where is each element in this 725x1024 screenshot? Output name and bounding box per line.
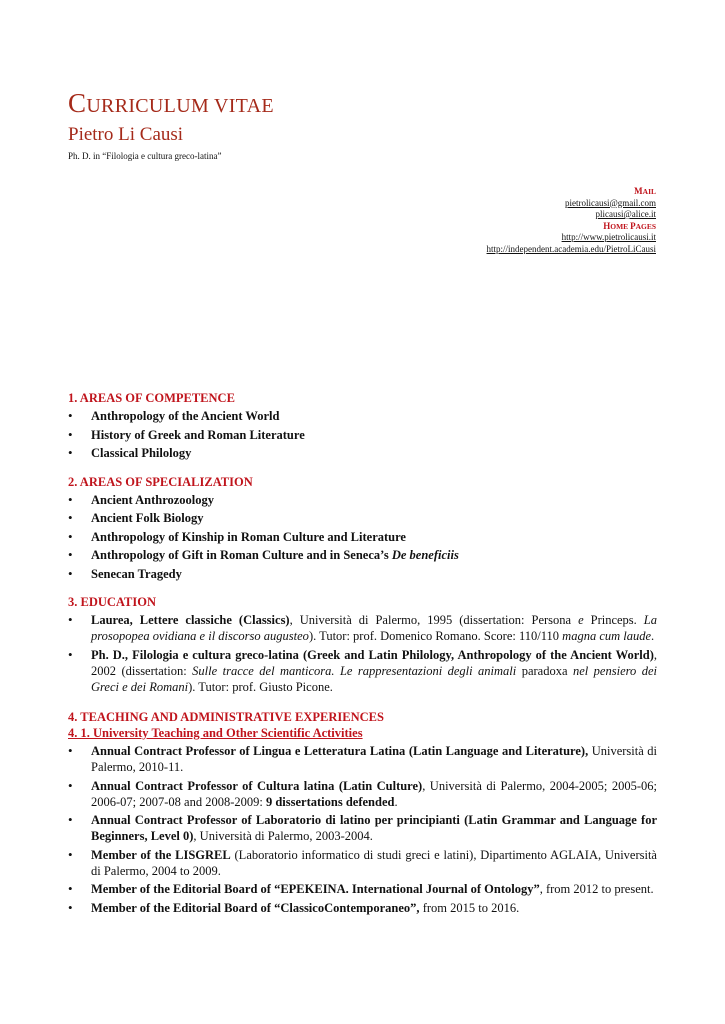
list-item: • Classical Philology — [68, 445, 192, 460]
section-heading-competence: 1. AREAS OF COMPETENCE — [68, 391, 235, 405]
specialization-list — [68, 492, 657, 582]
competence-list — [68, 408, 657, 461]
section-heading-specialization: 2. AREAS OF SPECIALIZATION — [68, 474, 253, 489]
email-link-primary[interactable]: pietrolicausi@gmail.com — [564, 197, 656, 208]
list-item: • History of Greek and Roman Literature — [68, 426, 305, 442]
author-name: Pietro Li Causi — [68, 124, 184, 145]
list-item: • Anthropology of Kinship in Roman Culture and Literature — [68, 528, 406, 544]
list-item: • Annual Contract Professor of Cultura latina (Latin Culture), Università di Palermo, 2004-2005; 2005-06; 2006-07; 2007-08 and 2008-2009: 9 dissertations defended. — [68, 777, 657, 809]
list-item: • Annual Contract Professor of Lingua e Letteratura Latina (Latin Language and Literature), Università di Palermo, 2010-11. — [68, 743, 658, 774]
education-list — [68, 612, 657, 695]
teaching-list — [68, 743, 657, 916]
list-item: • Anthropology of the Ancient World — [68, 408, 280, 423]
author-degree: Ph. D. in “Filologia e cultura greco-latina” — [68, 151, 222, 161]
list-item: • Ancient Folk Biology — [68, 510, 204, 525]
cv-content — [68, 390, 657, 918]
list-item: • Member of the Editorial Board of “EPEKEINA. International Journal of Ontology”, from 2012 to present. — [68, 881, 654, 896]
list-item: • Senecan Tragedy — [68, 565, 182, 581]
section-heading-education: 3. EDUCATION — [68, 595, 156, 609]
cv-title: CURRICULUM VITAE — [68, 88, 274, 118]
list-item: • Member of the Editorial Board of “ClassicoContemporaneo”, from 2015 to 2016. — [68, 899, 520, 915]
mail-label: MAIL — [634, 186, 656, 196]
section-heading-teaching: 4. TEACHING AND ADMINISTRATIVE EXPERIENCES — [68, 710, 384, 724]
list-item: • Ph. D., Filologia e cultura greco-latina (Greek and Latin Philology, Anthropology of the Ancient World), 2002 (dissertation: Sulle tracce del manticora. Le rappresentazioni degli animali paradoxa nel pensiero dei Greci e dei Romani). Tutor: prof. Giusto Picone. — [68, 646, 657, 694]
contact-block — [487, 186, 656, 255]
list-item: • Annual Contract Professor of Laboratorio di latino per principianti (Latin Grammar and Language for Beginners, Level 0), Università di Palermo, 2003-2004. — [68, 812, 657, 843]
homepage-link[interactable]: http://www.pietrolicausi.it — [561, 232, 656, 242]
email-link-secondary[interactable]: plicausi@alice.it — [595, 209, 656, 219]
list-item: • Laurea, Lettere classiche (Classics), Università di Palermo, 1995 (dissertation: Persona e Princeps. La prosopopea ovidiana e il discorso augusteo). Tutor: prof. Domenico Romano. Score: 110/110 magna cum laude. — [68, 612, 657, 643]
list-item: • Ancient Anthrozoology — [68, 491, 215, 507]
home-pages-label: HOME PAGES — [603, 220, 656, 231]
list-item: • Member of the LISGREL (Laboratorio informatico di studi greci e latini), Dipartimento AGLAIA, Università di Palermo, 2004 to 2009. — [68, 846, 657, 878]
subsection-heading-university-teaching: 4. 1. University Teaching and Other Scientific Activities — [68, 726, 363, 740]
academia-link[interactable]: http://independent.academia.edu/PietroLiCausi — [486, 243, 656, 254]
list-item: • Anthropology of Gift in Roman Culture and in Seneca’s De beneficiis — [68, 547, 459, 562]
